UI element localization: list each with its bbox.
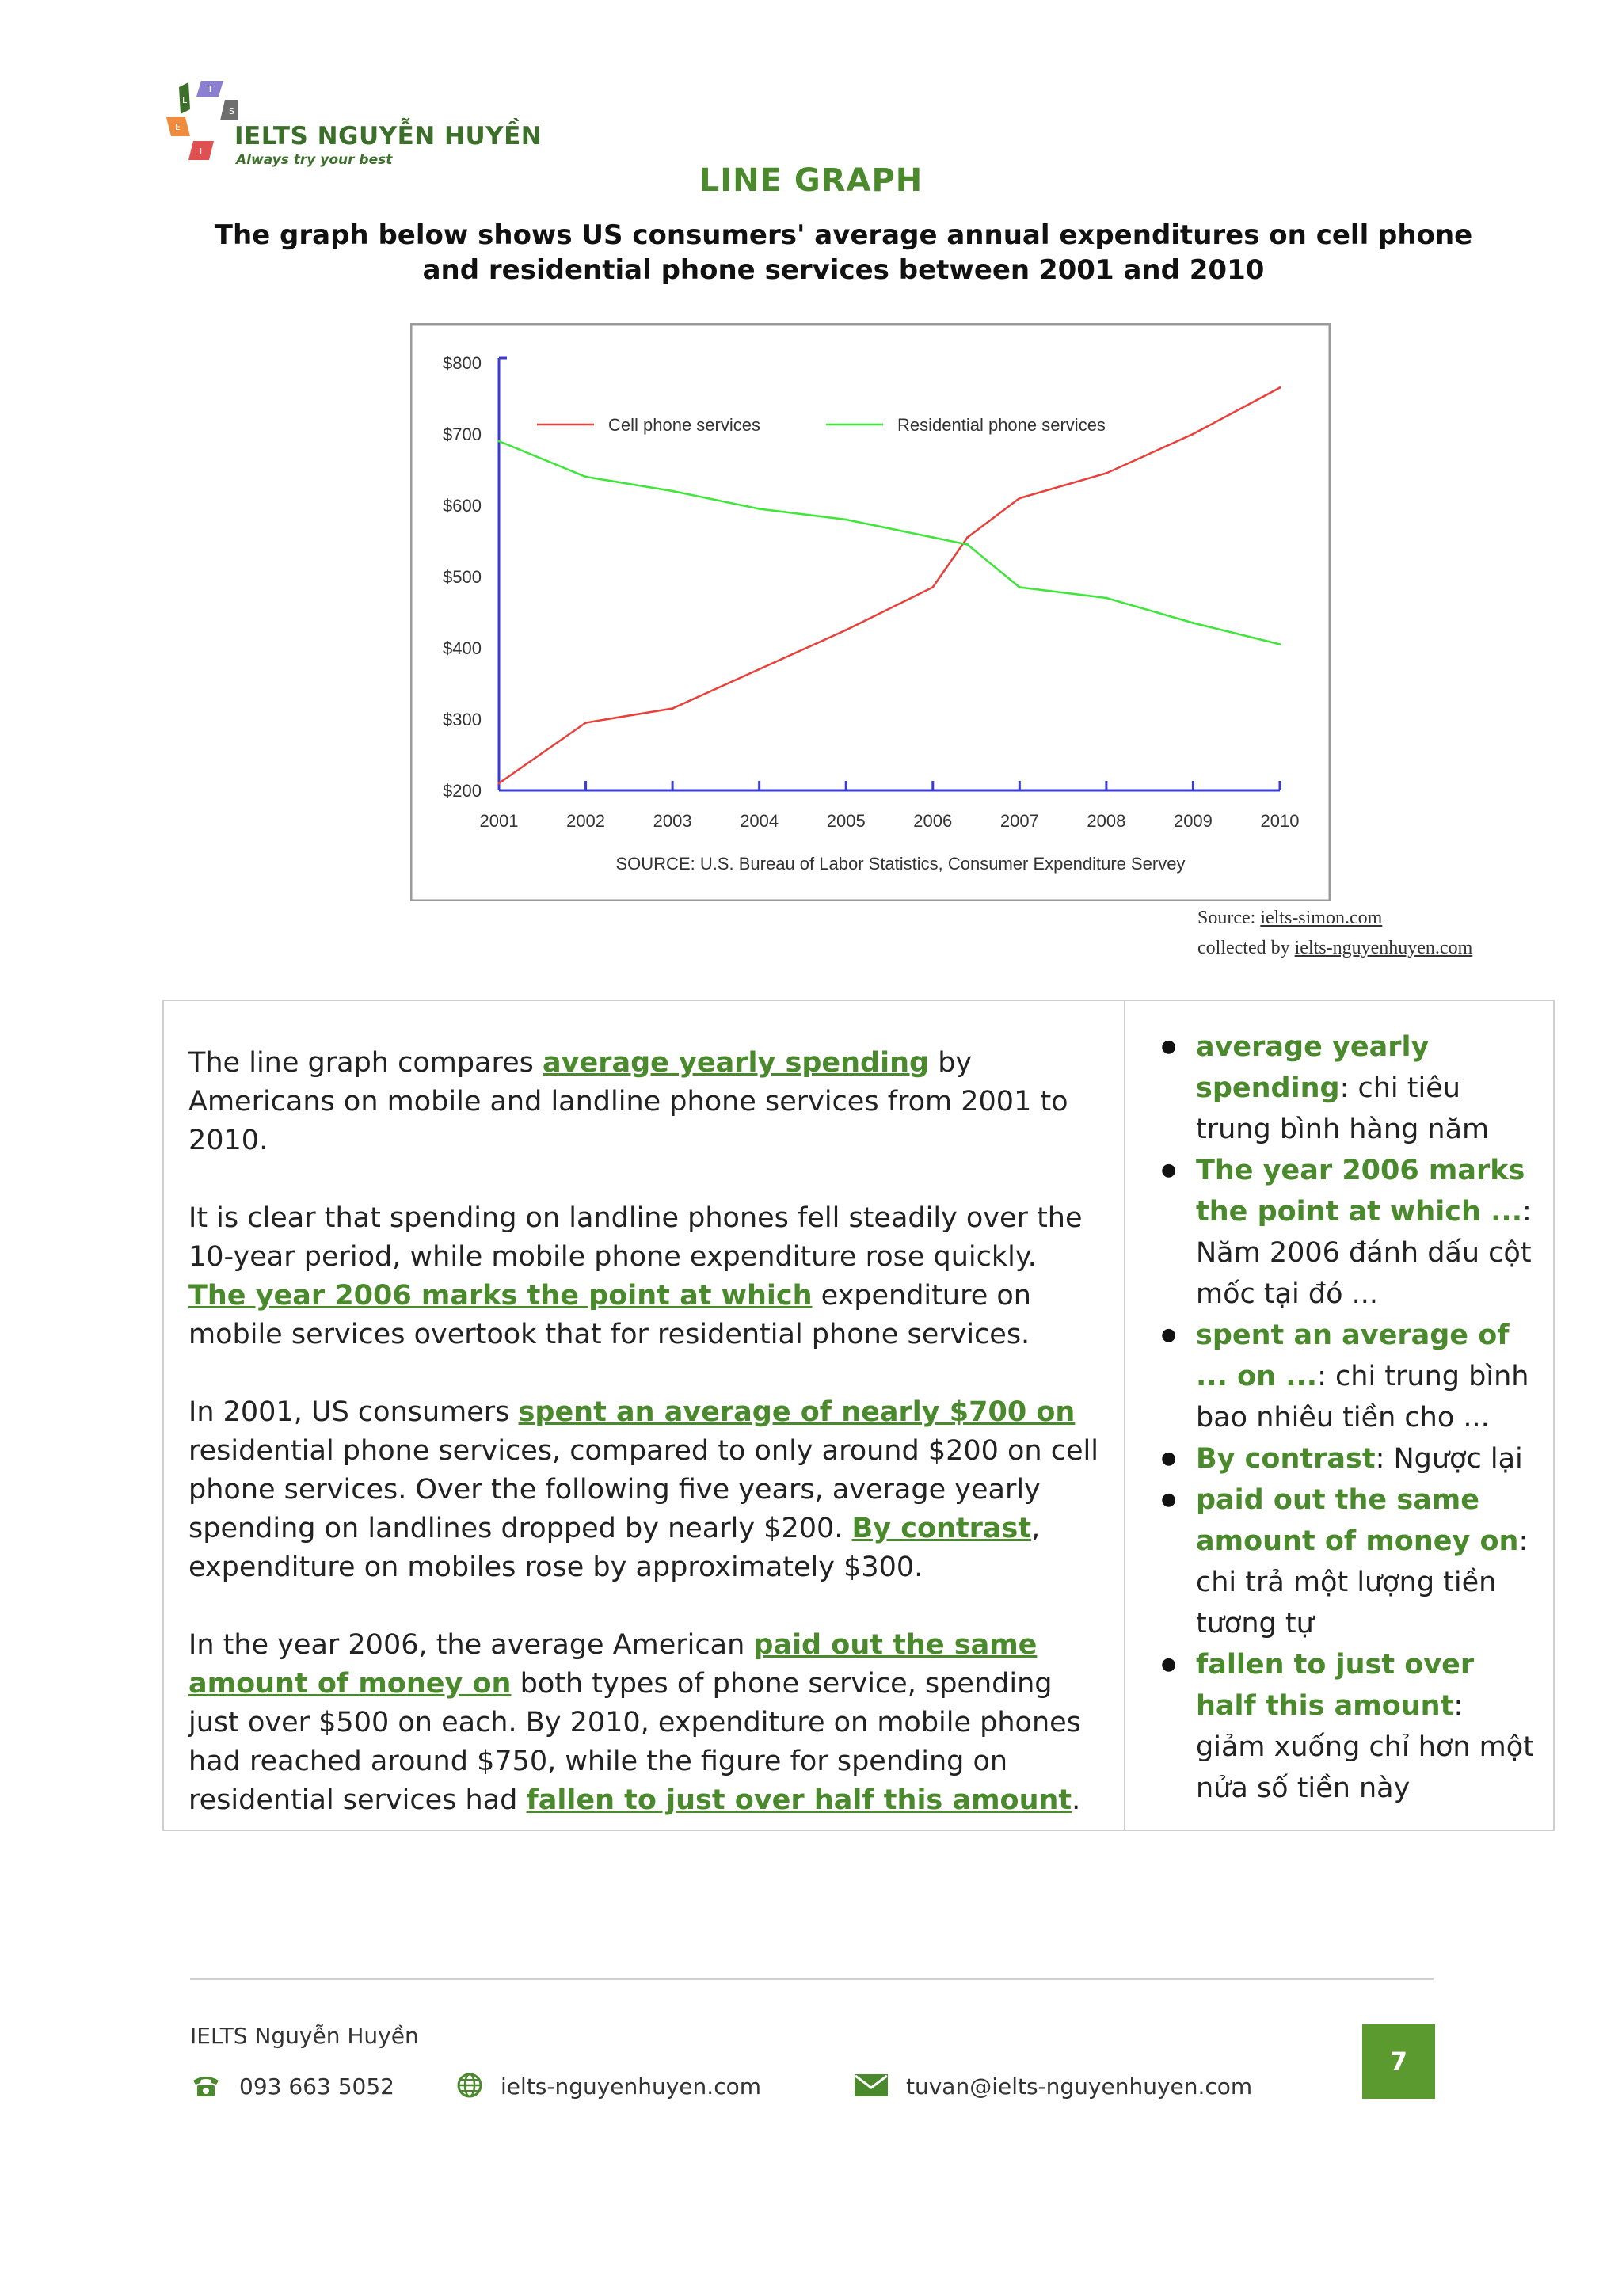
vocab-term: fallen to just over half this amount	[1196, 1649, 1475, 1722]
data-point	[672, 490, 674, 493]
data-point	[1279, 386, 1281, 389]
data-point	[931, 536, 934, 539]
source-link[interactable]: ielts-simon.com	[1260, 908, 1383, 928]
footer-divider	[190, 1978, 1434, 1980]
vocab-meaning: : chi trung bình bao nhiêu tiền cho ...	[1196, 1361, 1529, 1434]
y-tick-label: $800	[443, 353, 482, 373]
x-tick-label: 2003	[653, 811, 692, 831]
data-point	[845, 629, 847, 631]
data-point	[1279, 643, 1281, 645]
y-tick-label: $200	[443, 781, 482, 801]
x-tick-label: 2002	[566, 811, 606, 831]
y-tick-label: $700	[443, 425, 482, 444]
x-tick-label: 2006	[913, 811, 953, 831]
envelope-icon	[854, 2073, 889, 2097]
x-tick-label: 2004	[740, 811, 779, 831]
x-tick-label: 2009	[1173, 811, 1213, 831]
vocab-meaning: : Ngược lại	[1375, 1443, 1523, 1475]
essay-paragraph: The line graph compares average yearly spending by Americans on mobile and landline phone services from 2001 to 2010.	[188, 1047, 1068, 1156]
model-essay	[188, 1044, 1099, 1859]
brand-logo	[166, 78, 543, 173]
logo-mark-icon	[166, 78, 238, 166]
data-point	[1192, 622, 1194, 624]
page-number: 7	[1362, 2024, 1435, 2099]
data-point	[584, 722, 587, 724]
phone-number: 093 663 5052	[239, 2073, 394, 2100]
legend-label: Cell phone services	[608, 415, 760, 435]
vocab-item	[1196, 1644, 1536, 1809]
logo-letter: L	[182, 95, 188, 105]
essay-paragraph: It is clear that spending on landline phones fell steadily over the 10-year period, while mobile phone expenditure rose quickly. The year 2006 marks the point at which expenditure on mobile services overtook that for residential phone services.	[188, 1202, 1083, 1350]
page-title: LINE GRAPH	[699, 162, 923, 199]
footer-brand: IELTS Nguyễn Huyền	[190, 2023, 419, 2049]
data-point	[845, 519, 847, 521]
x-tick-label: 2007	[999, 811, 1039, 831]
data-point	[1105, 597, 1107, 600]
email-address: tuvan@ielts-nguyenhuyen.com	[906, 2073, 1253, 2100]
highlight-phrase: average yearly spending	[543, 1047, 930, 1079]
task-prompt: The graph below shows US consumers' average annual expenditures on cell phone and residential phone services between 2001 and 2010	[214, 219, 1473, 286]
logo-letter: T	[208, 84, 213, 94]
data-point	[966, 543, 969, 546]
column-divider	[1124, 1000, 1125, 1831]
vocab-meaning: : giảm xuống chỉ hơn một nửa số tiền này	[1196, 1690, 1534, 1804]
x-tick-label: 2001	[479, 811, 519, 831]
logo-letter: E	[175, 122, 181, 132]
footer-email[interactable]	[854, 2073, 1252, 2100]
data-point	[672, 707, 674, 710]
x-tick-label: 2005	[826, 811, 866, 831]
vocab-meaning: : chi tiêu trung bình hàng năm	[1196, 1072, 1490, 1145]
chart-source	[1197, 903, 1578, 963]
vocab-term: By contrast	[1196, 1443, 1376, 1475]
essay-paragraph: In 2001, US consumers spent an average of nearly $700 on residential phone services, compared to only around $200 on cell phone services. Over the following five years, average yearly spending on landlines dropped by nearly $200. By contrast, expenditure on mobiles rose by approximately $300.	[188, 1396, 1098, 1583]
x-tick-label: 2010	[1260, 811, 1300, 831]
legend-label: Residential phone services	[897, 415, 1106, 435]
vocab-item	[1196, 1026, 1536, 1150]
y-tick-label: $600	[443, 496, 482, 516]
phone-icon	[190, 2073, 222, 2098]
source-label: Source:	[1197, 908, 1261, 928]
highlight-phrase: spent an average of nearly $700 on	[518, 1396, 1076, 1428]
highlight-phrase: The year 2006 marks the point at which	[188, 1280, 813, 1312]
vocab-meaning: : Năm 2006 đánh dấu cột mốc tại đó ...	[1196, 1196, 1532, 1310]
vocab-meaning: : chi trả một lượng tiền tương tự	[1196, 1525, 1529, 1639]
data-point	[931, 586, 934, 588]
globe-icon	[456, 2072, 483, 2099]
vocab-item	[1196, 1150, 1536, 1315]
footer-phone[interactable]	[190, 2073, 394, 2100]
data-point	[1192, 433, 1194, 436]
highlight-phrase: fallen to just over half this amount	[526, 1784, 1072, 1816]
line-chart	[410, 323, 1331, 901]
chart-source-note: SOURCE: U.S. Bureau of Labor Statistics, Consumer Expenditure Servey	[615, 854, 1186, 874]
data-point	[498, 440, 501, 443]
logo-letter: S	[229, 106, 234, 116]
vocab-term: spent an average of ... on ...	[1196, 1319, 1510, 1392]
vocab-term: The year 2006 marks the point at which ...	[1196, 1155, 1525, 1228]
brand-name: IELTS NGUYỄN HUYỀN	[234, 122, 543, 150]
data-point	[1019, 586, 1021, 588]
collected-link[interactable]: ielts-nguyenhuyen.com	[1294, 938, 1473, 958]
website-url: ielts-nguyenhuyen.com	[501, 2073, 761, 2100]
vocab-term: paid out the same amount of money on	[1196, 1484, 1519, 1557]
essay-paragraph: In the year 2006, the average American paid out the same amount of money on both types of phone service, spending just over $500 on each. By 2010, expenditure on mobile phones had reached around $750, while the figure for spending on residential services had fallen to just over half this amount.	[188, 1629, 1081, 1816]
y-tick-label: $300	[443, 710, 482, 729]
brand-tagline: Always try your best	[236, 152, 393, 168]
y-tick-label: $500	[443, 567, 482, 587]
data-point	[1019, 497, 1021, 500]
x-tick-label: 2008	[1087, 811, 1126, 831]
data-point	[1105, 472, 1107, 474]
collected-label: collected by	[1197, 938, 1295, 958]
highlight-phrase: paid out the same amount of money on	[188, 1629, 1038, 1700]
vocab-term: average yearly spending	[1196, 1031, 1430, 1104]
footer-website[interactable]	[456, 2073, 761, 2101]
vocab-item	[1196, 1479, 1536, 1644]
vocab-item	[1196, 1315, 1536, 1438]
y-tick-label: $400	[443, 638, 482, 658]
data-point	[966, 536, 969, 539]
highlight-phrase: By contrast	[851, 1513, 1032, 1544]
vocab-item	[1196, 1438, 1536, 1479]
data-point	[498, 782, 501, 785]
data-point	[584, 476, 587, 478]
vocabulary-list	[1158, 1026, 1536, 1809]
data-point	[758, 668, 760, 671]
logo-letter: I	[200, 147, 203, 157]
data-point	[758, 508, 760, 510]
